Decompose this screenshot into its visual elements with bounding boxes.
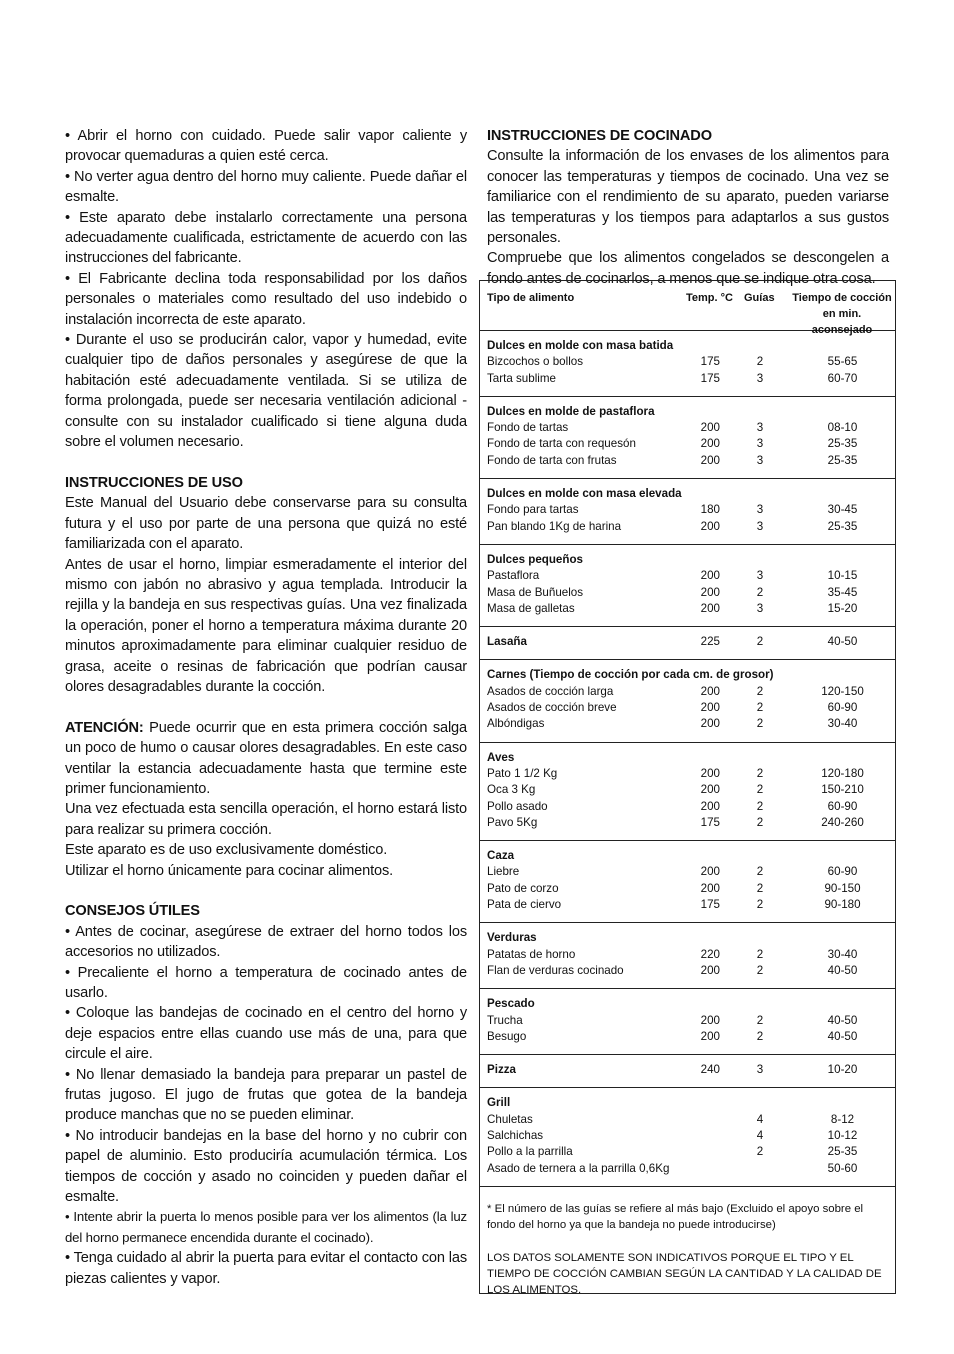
table-row xyxy=(480,1128,895,1144)
table-row xyxy=(480,601,895,617)
food-cell: Tarta sublime xyxy=(487,371,556,385)
time-cell: 90-180 xyxy=(824,898,861,912)
table-row xyxy=(480,453,895,469)
table-group xyxy=(480,743,895,841)
temp-cell: 200 xyxy=(700,519,720,533)
table-row xyxy=(480,568,895,584)
table-row xyxy=(480,815,895,831)
guides-cell: 3 xyxy=(756,503,764,517)
table-row xyxy=(480,963,895,979)
food-cell: Fondo de tarta con requesón xyxy=(487,437,636,451)
time-cell: 90-150 xyxy=(824,881,861,895)
temp-cell: 200 xyxy=(700,601,720,615)
food-cell: Pollo asado xyxy=(487,799,548,813)
safety-bullet: • El Fabricante declina toda responsabilidad por los daños personales o materiales como resultado del uso indebido o instalación incorrecta de este aparato. xyxy=(65,270,467,328)
guides-cell: 2 xyxy=(756,783,764,797)
after-paragraph-2: Este aparato es de uso exclusivamente doméstico. xyxy=(65,842,388,859)
right-column xyxy=(487,126,889,289)
time-cell: 08-10 xyxy=(827,421,858,435)
table-row xyxy=(480,684,895,700)
table-row xyxy=(480,502,895,518)
group-title: Pizza xyxy=(487,1063,516,1077)
food-cell: Pan blando 1Kg de harina xyxy=(487,519,622,533)
table-header xyxy=(480,281,895,336)
temp-cell: 175 xyxy=(700,355,720,369)
consejo-item: • No introducir bandejas en la base del horno y no cubrir con papel de aluminio. Esto produciría acumulación térmica. Los tiempos de cocción y asado no coinciden y pueden dañar el esmalte. xyxy=(65,1127,467,1206)
table-group xyxy=(480,923,895,989)
group-title: Dulces pequeños xyxy=(487,552,583,566)
temp-cell: 220 xyxy=(700,947,720,961)
header-food: Tipo de alimento xyxy=(487,292,575,304)
consejo-item: • Precaliente el horno a temperatura de cocinado antes de usarlo. xyxy=(65,964,467,1002)
consejo-item: • No llenar demasiado la bandeja para preparar un pastel de frutas jugoso. El jugo de frutas que gotea de la bandeja produce manchas que no se pueden eliminar. xyxy=(65,1066,467,1124)
temp-cell: 200 xyxy=(700,701,720,715)
temp-cell: 200 xyxy=(700,437,720,451)
food-cell: Pato 1 1/2 Kg xyxy=(487,766,558,780)
table-row xyxy=(480,1112,895,1128)
temp-cell: 225 xyxy=(700,635,720,649)
guides-cell: 2 xyxy=(756,635,764,649)
guides-cell: 2 xyxy=(756,701,764,715)
group-title: Aves xyxy=(487,750,515,764)
guides-cell: 2 xyxy=(756,947,764,961)
safety-bullets xyxy=(65,126,467,453)
table-row xyxy=(480,782,895,798)
temp-cell: 180 xyxy=(700,503,720,517)
uso-paragraph-1: Este Manual del Usuario debe conservarse para su consulta futura y el uso por parte de una persona que quizá no esté familiarizada con el aparato. xyxy=(65,495,467,553)
consejo-item: • Coloque las bandejas de cocinado en el centro del horno y deje espacios entre ellas cuando use más de una, para que circule el aire. xyxy=(65,1005,467,1063)
table-row xyxy=(480,716,895,732)
table-row xyxy=(480,700,895,716)
time-cell: 55-65 xyxy=(827,355,858,369)
group-title: Dulces en molde con masa elevada xyxy=(487,487,682,501)
food-cell: Patatas de horno xyxy=(487,947,576,961)
temp-cell: 200 xyxy=(700,717,720,731)
food-cell: Liebre xyxy=(487,865,520,879)
time-cell: 120-180 xyxy=(821,766,864,780)
table-row xyxy=(480,634,895,650)
guides-cell: 4 xyxy=(756,1112,764,1126)
table-group xyxy=(480,397,895,479)
temp-cell: 200 xyxy=(700,881,720,895)
temp-cell: 200 xyxy=(700,684,720,698)
time-cell: 15-20 xyxy=(827,601,858,615)
temp-cell: 200 xyxy=(700,783,720,797)
time-cell: 30-40 xyxy=(827,947,858,961)
food-cell: Pata de ciervo xyxy=(487,898,562,912)
table-notes xyxy=(480,1193,895,1297)
time-cell: 25-35 xyxy=(827,519,858,533)
cocinado-heading: INSTRUCCIONES DE COCINADO xyxy=(487,128,712,144)
header-time-line1: Tiempo de cocción xyxy=(792,292,892,304)
group-title: Carnes (Tiempo de cocción por cada cm. de grosor) xyxy=(487,668,774,682)
group-title: Dulces en molde con masa batida xyxy=(487,339,674,352)
time-cell: 40-50 xyxy=(827,1013,858,1027)
guides-cell: 2 xyxy=(756,1013,764,1027)
group-title: Caza xyxy=(487,849,515,863)
time-cell: 10-15 xyxy=(827,569,858,583)
table-row xyxy=(480,766,895,782)
consejo-item: • Antes de cocinar, asegúrese de extraer del horno todos los accesorios no utilizados. xyxy=(65,923,467,961)
table-row xyxy=(480,1062,895,1078)
food-cell: Flan de verduras cocinado xyxy=(487,963,624,977)
table-group xyxy=(480,627,895,660)
left-column xyxy=(65,126,467,1289)
temp-cell: 200 xyxy=(700,1013,720,1027)
food-cell: Masa de Buñuelos xyxy=(487,585,584,599)
table-row xyxy=(480,1161,895,1177)
food-cell: Pavo 5Kg xyxy=(487,815,538,829)
time-cell: 25-35 xyxy=(827,453,858,467)
food-cell: Fondo de tartas xyxy=(487,421,569,435)
safety-bullet: • Este aparato debe instalarlo correctamente una persona adecuadamente cualificada, estrictamente de acuerdo con las instrucciones del fabricante. xyxy=(65,209,467,267)
food-cell: Pastaflora xyxy=(487,569,540,583)
time-cell: 10-20 xyxy=(827,1063,858,1077)
time-cell: 30-45 xyxy=(827,503,858,517)
guides-cell: 3 xyxy=(756,519,764,533)
table-row xyxy=(480,354,895,370)
table-row xyxy=(480,585,895,601)
temp-cell: 200 xyxy=(700,569,720,583)
guides-cell: 3 xyxy=(756,569,764,583)
group-title: Lasaña xyxy=(487,635,527,649)
time-cell: 60-90 xyxy=(827,799,858,813)
header-guides: Guías xyxy=(744,292,775,304)
table-group xyxy=(480,479,895,545)
temp-cell: 175 xyxy=(700,898,720,912)
guides-cell: 3 xyxy=(756,437,764,451)
temp-cell: 200 xyxy=(700,799,720,813)
cooking-table xyxy=(479,280,896,1297)
safety-bullet: • Durante el uso se producirán calor, vapor y humedad, evite cualquier tipo de daños personales y asegúrese de que la habitación esté adecuadamente ventilada. Si se utiliza de forma prolongada, puede ser necesaria ventilación adicional - consulte con su instalador cualificado si tiene alguna duda sobre el volumen necesario. xyxy=(65,332,467,451)
table-group xyxy=(480,1088,895,1186)
temp-cell: 200 xyxy=(700,963,720,977)
food-cell: Oca 3 Kg xyxy=(487,783,536,797)
guides-cell: 2 xyxy=(756,799,764,813)
table-group xyxy=(480,660,895,742)
food-cell: Asado de ternera a la parrilla 0,6Kg xyxy=(487,1161,670,1175)
guides-cell: 2 xyxy=(756,898,764,912)
table-row xyxy=(480,799,895,815)
table-row xyxy=(480,881,895,897)
food-cell: Fondo de tarta con frutas xyxy=(487,453,617,467)
guides-cell: 3 xyxy=(756,601,764,615)
time-cell: 8-12 xyxy=(830,1112,855,1126)
time-cell: 25-35 xyxy=(827,437,858,451)
guides-cell: 2 xyxy=(756,585,764,599)
group-title: Verduras xyxy=(487,931,537,945)
after-paragraph-1: Una vez efectuada esta sencilla operación, el horno estará listo para realizar su primera cocción. xyxy=(65,801,467,838)
time-cell: 150-210 xyxy=(821,783,864,797)
table-group xyxy=(480,1055,895,1088)
temp-cell: 200 xyxy=(700,453,720,467)
table-group xyxy=(480,841,895,923)
table-group xyxy=(480,545,895,627)
guides-cell: 2 xyxy=(756,963,764,977)
header-time-line2: en min. aconsejado xyxy=(811,308,873,336)
group-title: Pescado xyxy=(487,997,535,1011)
table-row xyxy=(480,1013,895,1029)
after-paragraph-3: Utilizar el horno únicamente para cocinar alimentos. xyxy=(65,862,394,879)
temp-cell: 175 xyxy=(700,371,720,385)
food-cell: Chuletas xyxy=(487,1112,533,1126)
guides-cell: 2 xyxy=(756,865,764,879)
food-cell: Trucha xyxy=(487,1013,523,1027)
table-row xyxy=(480,897,895,913)
uso-heading: INSTRUCCIONES DE USO xyxy=(65,474,243,491)
food-cell: Pollo a la parrilla xyxy=(487,1145,573,1159)
atencion-label: ATENCIÓN: xyxy=(65,719,144,736)
cocinado-paragraph-1: Consulte la información de los envases de los alimentos para conocer las temperaturas y tiempos de cocinado. Una vez se familiarice con el rendimiento de su aparato, pueden variarse las temperaturas y los tiempos para adaptarlos a sus gustos personales. xyxy=(487,148,889,247)
group-title: Dulces en molde de pastaflora xyxy=(487,404,655,418)
safety-bullet: • Abrir el horno con cuidado. Puede salir vapor caliente y provocar quemaduras a quien esté cerca. xyxy=(65,128,467,165)
consejo-contacto: • Tenga cuidado al abrir la puerta para evitar el contacto con las piezas calientes y vapor. xyxy=(65,1250,467,1287)
guides-cell: 2 xyxy=(756,766,764,780)
table-row xyxy=(480,1029,895,1045)
food-cell: Fondo para tartas xyxy=(487,503,579,517)
food-cell: Albóndigas xyxy=(487,717,545,731)
uso-paragraph-2: Antes de usar el horno, limpiar esmeradamente el interior del mismo con jabón no abrasivo y agua templada. Introducir la rejilla y la bandeja en sus respectivas guías. Una vez finalizada la operación, poner el horno a temperatura máxima durante 20 minutos aproximadamente para eliminar cualquier residuo de grasa, aceite o resinas de fabricación que podrían causar olores desagradables durante la cocción. xyxy=(65,556,467,695)
food-cell: Salchichas xyxy=(487,1128,544,1142)
guides-cell: 2 xyxy=(756,815,764,829)
consejo-puerta: • Intente abrir la puerta lo menos posible para ver los alimentos (la luz del horno permanece encendida durante el cocinado). xyxy=(65,1209,467,1245)
guides-cell: 2 xyxy=(756,355,764,369)
time-cell: 120-150 xyxy=(821,684,864,698)
consejos-list xyxy=(65,922,467,1208)
temp-cell: 240 xyxy=(700,1063,720,1077)
guides-cell: 3 xyxy=(756,371,764,385)
food-cell: Asados de cocción breve xyxy=(487,701,617,715)
guides-cell: 3 xyxy=(756,1063,764,1077)
safety-bullet: • No verter agua dentro del horno muy caliente. Puede dañar el esmalte. xyxy=(65,168,467,206)
food-cell: Asados de cocción larga xyxy=(487,684,614,698)
food-cell: Besugo xyxy=(487,1029,527,1043)
time-cell: 40-50 xyxy=(827,1029,858,1043)
atencion-text: Puede ocurrir que en esta primera cocción salga un poco de humo o causar olores desagradables. En este caso ventilar la estancia adecuadamente hasta que termine este primer funcionamiento. xyxy=(65,719,467,797)
guides-cell: 4 xyxy=(756,1128,764,1142)
time-cell: 10-12 xyxy=(827,1128,858,1142)
header-temp: Temp. °C xyxy=(686,292,733,304)
time-cell: 60-90 xyxy=(827,865,858,879)
cocinado-paragraph-2: Compruebe que los alimentos congelados se descongelen a fondo antes de cocinarlos, a menos que se indique otra cosa. xyxy=(487,250,889,287)
temp-cell: 200 xyxy=(700,585,720,599)
time-cell: 60-90 xyxy=(827,701,858,715)
note-guides: * El número de las guías se refiere al más bajo (Excluido el apoyo sobre el fondo del horno ya que la bandeja no puede introducirse) xyxy=(487,1203,864,1232)
time-cell: 40-50 xyxy=(827,963,858,977)
food-cell: Bizcochos o bollos xyxy=(487,355,584,369)
note-disclaimer: LOS DATOS SOLAMENTE SON INDICATIVOS PORQUE EL TIPO Y EL TIEMPO DE COCCIÓN CAMBIAN SEGÚN LA CANTIDAD Y LA CALIDAD DE LOS ALIMENTOS. xyxy=(487,1251,882,1297)
guides-cell: 2 xyxy=(756,1029,764,1043)
table-row xyxy=(480,947,895,963)
food-cell: Pato de corzo xyxy=(487,881,559,895)
temp-cell: 200 xyxy=(700,865,720,879)
guides-cell: 2 xyxy=(756,717,764,731)
time-cell: 60-70 xyxy=(827,371,858,385)
time-cell: 40-50 xyxy=(827,635,858,649)
guides-cell: 2 xyxy=(756,684,764,698)
time-cell: 35-45 xyxy=(827,585,858,599)
table-group xyxy=(480,331,895,397)
time-cell: 50-60 xyxy=(827,1161,858,1175)
table-row xyxy=(480,519,895,535)
consejos-heading: CONSEJOS ÚTILES xyxy=(65,903,200,920)
table-row xyxy=(480,371,895,387)
temp-cell: 200 xyxy=(700,1029,720,1043)
atencion-paragraph xyxy=(65,718,467,800)
guides-cell: 2 xyxy=(756,881,764,895)
guides-cell: 3 xyxy=(756,453,764,467)
time-cell: 240-260 xyxy=(821,815,864,829)
guides-cell: 2 xyxy=(756,1145,764,1159)
temp-cell: 200 xyxy=(700,421,720,435)
table-body xyxy=(480,331,895,1187)
temp-cell: 175 xyxy=(700,815,720,829)
temp-cell: 200 xyxy=(700,766,720,780)
food-cell: Masa de galletas xyxy=(487,601,575,615)
guides-cell: 3 xyxy=(756,421,764,435)
table-row xyxy=(480,420,895,436)
table-group xyxy=(480,989,895,1055)
table-row xyxy=(480,864,895,880)
time-cell: 30-40 xyxy=(827,717,858,731)
table-row xyxy=(480,1144,895,1160)
table-row xyxy=(480,436,895,452)
time-cell: 25-35 xyxy=(827,1145,858,1159)
group-title: Grill xyxy=(487,1096,511,1110)
